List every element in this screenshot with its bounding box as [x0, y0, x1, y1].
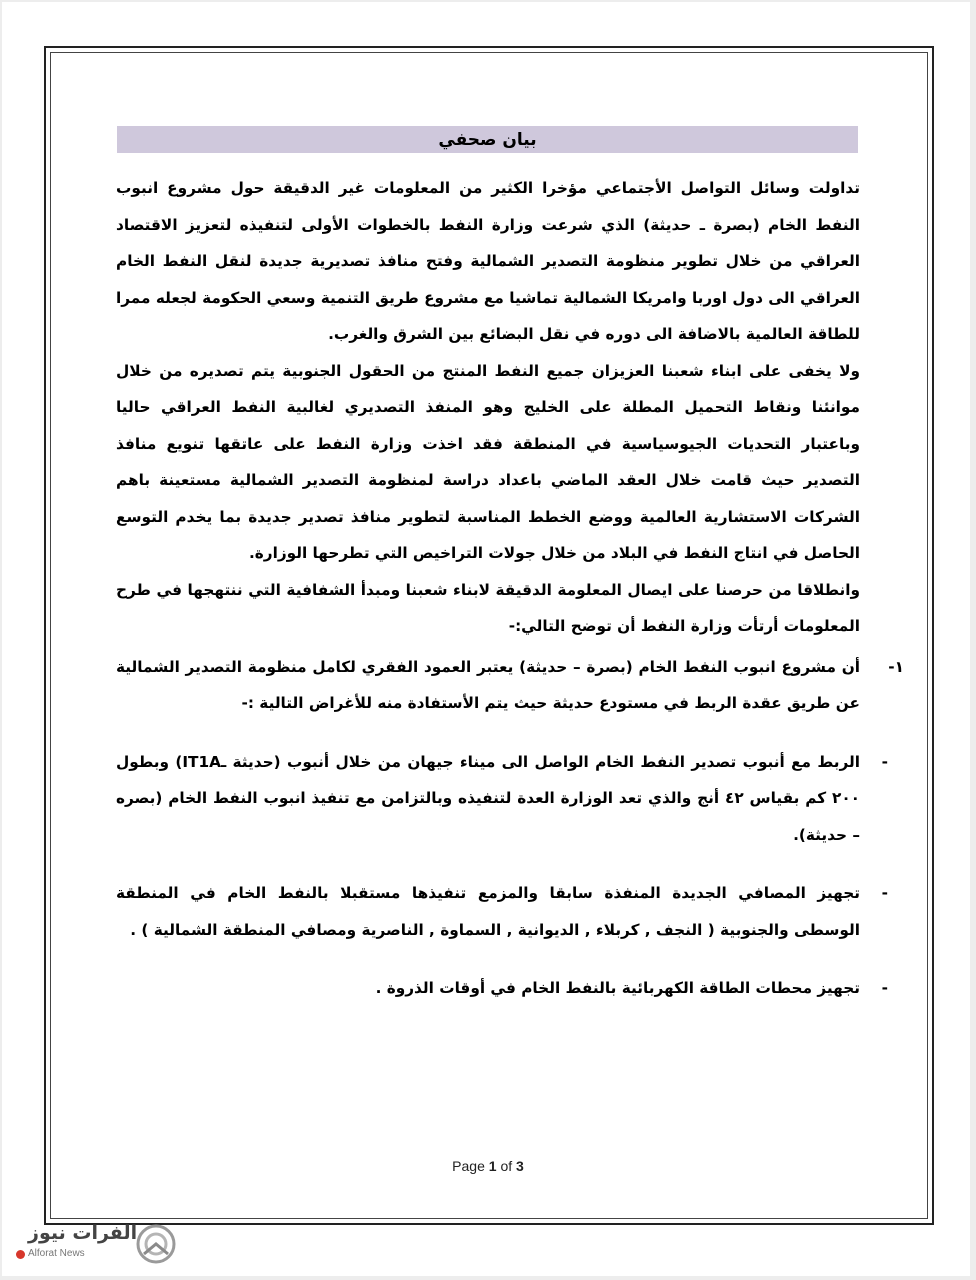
item-text: أن مشروع انبوب النفط الخام (بصرة – حديثة) يعتبر العمود الفقري لكامل منظومة التصدير الشمالية عن طريق عقدة الربط في مستودع حديثة حيث يتم الأستفادة منه للأغراض التالية :- — [116, 657, 860, 712]
item-number: ١- — [888, 657, 904, 676]
bullet-text: الربط مع أنبوب تصدير النفط الخام الواصل الى ميناء جيهان من خلال أنبوب (حديثة ـIT1A) وبطول ٢٠٠ كم بقياس ٤٢ أنج والذي تعد الوزارة العدة لتنفيذه وبالتزامن مع تنفيذ انبوب النفط الخام (بصره – حديثة). — [116, 752, 861, 844]
bullet-dash: - — [881, 979, 888, 997]
purposes-list — [116, 744, 888, 1007]
page-word: Page — [452, 1158, 485, 1174]
paragraph-intro: تداولت وسائل التواصل الأجتماعي مؤخرا الكثير من المعلومات غير الدقيقة حول مشروع انبوب النفط الخام (بصرة ـ حديثة) الذي شرعت وزارة النفط بالخطوات الأولى لتنفيذه لتعزيز الاقتصاد العراقي من خلال تطوير منظومة التصدير الشمالية وفتح منافذ تصديرية جديدة لنقل النفط الخام العراقي الى دول اوربا وامريكا الشمالية تماشيا مع مشروع طريق التنمية وسعي الحكومة لجعله ممرا للطاقة العالمية بالاضافة الى دوره في نقل البضائع بين الشرق والغرب. — [116, 179, 860, 343]
watermark-arabic: الفرات نيوز — [28, 1222, 138, 1244]
numbered-item-1 — [116, 649, 904, 722]
bullet-text: تجهيز المصافي الجديدة المنفذة سابقا والمزمع تنفيذها مستقبلا بالنفط الخام في المنطقة الوسطى والجنوبية ( النجف , كربلاء , الديوانية , السماوة , الناصرية ومصافي المنطقة الشمالية ) . — [116, 884, 860, 939]
list-item — [116, 970, 888, 1007]
watermark-english: Alforat News — [28, 1248, 85, 1259]
press-release-heading — [117, 126, 858, 153]
alforat-news-watermark — [14, 1222, 174, 1272]
bullet-dash: - — [881, 884, 888, 902]
statement-body — [116, 170, 904, 1029]
list-item — [116, 744, 888, 854]
page-footer — [0, 1158, 976, 1174]
paragraph-context: ولا يخفى على ابناء شعبنا العزيزان جميع النفط المنتج من الحقول الجنوبية يتم تصديره من خلال موانئنا ونقاط التحميل المطلة على الخليج وهو المنفذ التصديري لغالبية النفط العراقي حاليا وباعتبار التحديات الجيوسياسية في المنطقة فقد اخذت وزارة النفط على عاتقها تنويع منافذ التصدير حيث قامت خلال العقد الماضي باعداد دراسة لمنظومة التصدير الشمالية مستعينة باهم الشركات الاستشارية العالمية ووضع الخطط المناسبة لتطوير منافذ تصدير جديدة بما يخدم التوسع الحاصل في انتاج النفط في البلاد من خلال جولات التراخيص التي تطرحها الوزارة. — [116, 361, 860, 562]
bullet-text: تجهيز محطات الطاقة الكهربائية بالنفط الخام في أوقات الذروة . — [375, 979, 860, 997]
bullet-dash: - — [881, 752, 888, 771]
of-word: of — [500, 1158, 513, 1174]
page-number: 1 — [488, 1158, 497, 1174]
paragraph-clarification: وانطلاقا من حرصنا على ايصال المعلومة الدقيقة لابناء شعبنا ومبدأ الشفافية التي ننتهجها في طرح المعلومات أرتأت وزارة النفط أن توضح التالي:- — [116, 580, 860, 635]
watermark-dot-icon — [16, 1250, 25, 1259]
alforat-logo-icon — [136, 1224, 176, 1264]
page-total: 3 — [516, 1158, 524, 1174]
list-item — [116, 875, 888, 948]
heading-text: بيان صحفي — [438, 129, 537, 150]
